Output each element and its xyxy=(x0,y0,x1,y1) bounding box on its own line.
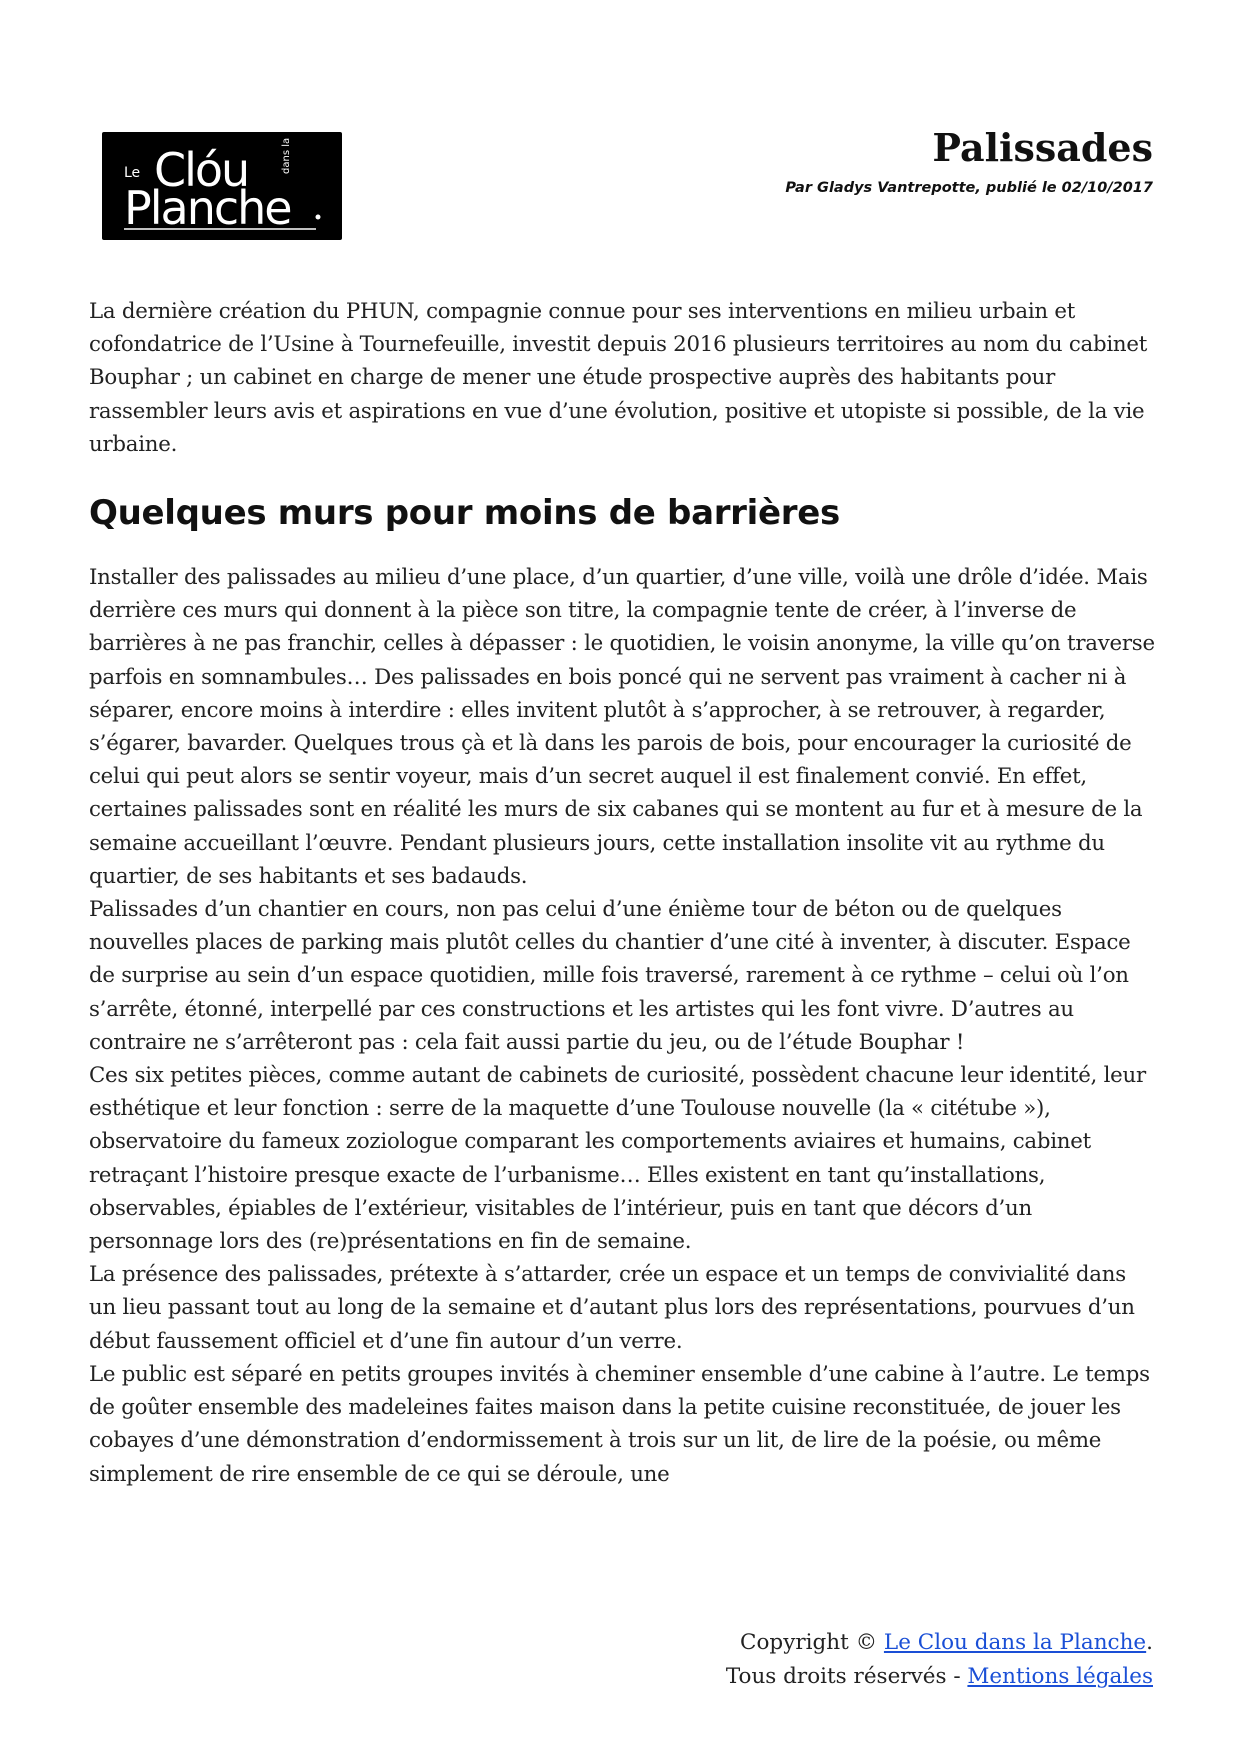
copyright-prefix: Copyright © xyxy=(740,1630,884,1655)
page-footer xyxy=(726,1626,1153,1694)
site-link[interactable]: Le Clou dans la Planche xyxy=(883,1630,1147,1655)
logo-dot xyxy=(316,215,321,220)
logo-text-planche: Planche xyxy=(124,181,291,235)
rights-prefix: Tous droits réservés - xyxy=(725,1664,968,1689)
article-header xyxy=(785,120,1153,196)
logo-text-clou: Clóu xyxy=(154,143,249,197)
intro-paragraph: La dernière création du PHUN, compagnie connue pour ses interventions en milieu urbain et cofondatrice de l’Usine à Tournefeuille, investit depuis 2016 plusieurs territoires au nom du cabinet Bouphar ; un cabinet en charge de mener une étude prospective auprès des habitants pour rassembler leurs avis et aspirations en vue d’une évolution, positive et utopiste si possible, de la vie urbaine. xyxy=(89,299,1148,457)
site-logo[interactable] xyxy=(102,132,342,240)
body-paragraph-1: Installer des palissades au milieu d’une place, d’un quartier, d’une ville, voilà une drôle d’idée. Mais derrière ces murs qui donnent à la pièce son titre, la compagnie tente de créer, à l’inverse de barrières à ne pas franchir, celles à dépasser : le quotidien, le voisin anonyme, la ville qu’on traverse parfois en somnambules… Des palissades en bois poncé qui ne servent pas vraiment à cacher ni à séparer, encore moins à interdire : elles invitent plutôt à s’approcher, à se retrouver, à regarder, s’égarer, bavarder. Quelques trous çà et là dans les parois de bois, pour encourager la curiosité de celui qui peut alors se sentir voyeur, mais d’un secret auquel il est finalement convié. En effet, certaines palissades sont en réalité les murs de six cabanes qui se montent au fur et à mesure de la semaine accueillant l’œuvre. Pendant plusieurs jours, cette installation insolite vit au rythme du quartier, de ses habitants et ses badauds. xyxy=(89,565,1155,889)
body-paragraph-4: La présence des palissades, prétexte à s’attarder, crée un espace et un temps de convivialité dans un lieu passant tout au long de la semaine et d’autant plus lors des représentations, pourvues d’un début faussement officiel et d’une fin autour d’un verre. xyxy=(89,1262,1135,1354)
copyright-suffix: . xyxy=(1146,1630,1153,1655)
legal-mentions-link[interactable]: Mentions légales xyxy=(967,1664,1153,1689)
logo-graphic xyxy=(102,132,342,240)
logo-text-le: Le xyxy=(124,165,141,181)
body-paragraph-2: Palissades d’un chantier en cours, non pas celui d’une énième tour de béton ou de quelques nouvelles places de parking mais plutôt celles du chantier d’une cité à inventer, à discuter. Espace de surprise au sein d’un espace quotidien, mille fois traversé, rarement à ce rythme – celui où l’on s’arrête, étonné, interpellé par ces constructions et les artistes qui les font vivre. D’autres au contraire ne s’arrêteront pas : cela fait aussi partie du jeu, ou de l’étude Bouphar ! xyxy=(89,897,1131,1055)
rights-line xyxy=(726,1660,1153,1694)
body-paragraph-5: Le public est séparé en petits groupes invités à cheminer ensemble d’une cabine à l’autre. Le temps de goûter ensemble des madeleines faites maison dans la petite cuisine reconstituée, de jouer les cobayes d’une démonstration d’endormissement à trois sur un lit, de lire de la poésie, ou même simplement de rire ensemble de ce qui se déroule, une xyxy=(89,1361,1150,1487)
article-byline: Par Gladys Vantrepotte, publié le 02/10/2017 xyxy=(785,180,1153,196)
article-body xyxy=(89,295,1159,1491)
page-title: Palissades xyxy=(932,125,1153,170)
body-paragraph-3: Ces six petites pièces, comme autant de cabinets de curiosité, possèdent chacune leur identité, leur esthétique et leur fonction : serre de la maquette d’une Toulouse nouvelle (la « citétube »), observatoire du fameux zoziologue comparant les comportements aviaires et humains, cabinet retraçant l’histoire presque exacte de l’urbanisme… Elles existent en tant qu’installations, observables, épiables de l’extérieur, visitables de l’intérieur, puis en tant que décors d’un personnage lors des (re)présentations en fin de semaine. xyxy=(89,1063,1146,1255)
section-heading: Quelques murs pour moins de barrières xyxy=(89,493,840,534)
logo-text-dans-la: dans la xyxy=(281,137,292,174)
copyright-line xyxy=(726,1626,1153,1660)
